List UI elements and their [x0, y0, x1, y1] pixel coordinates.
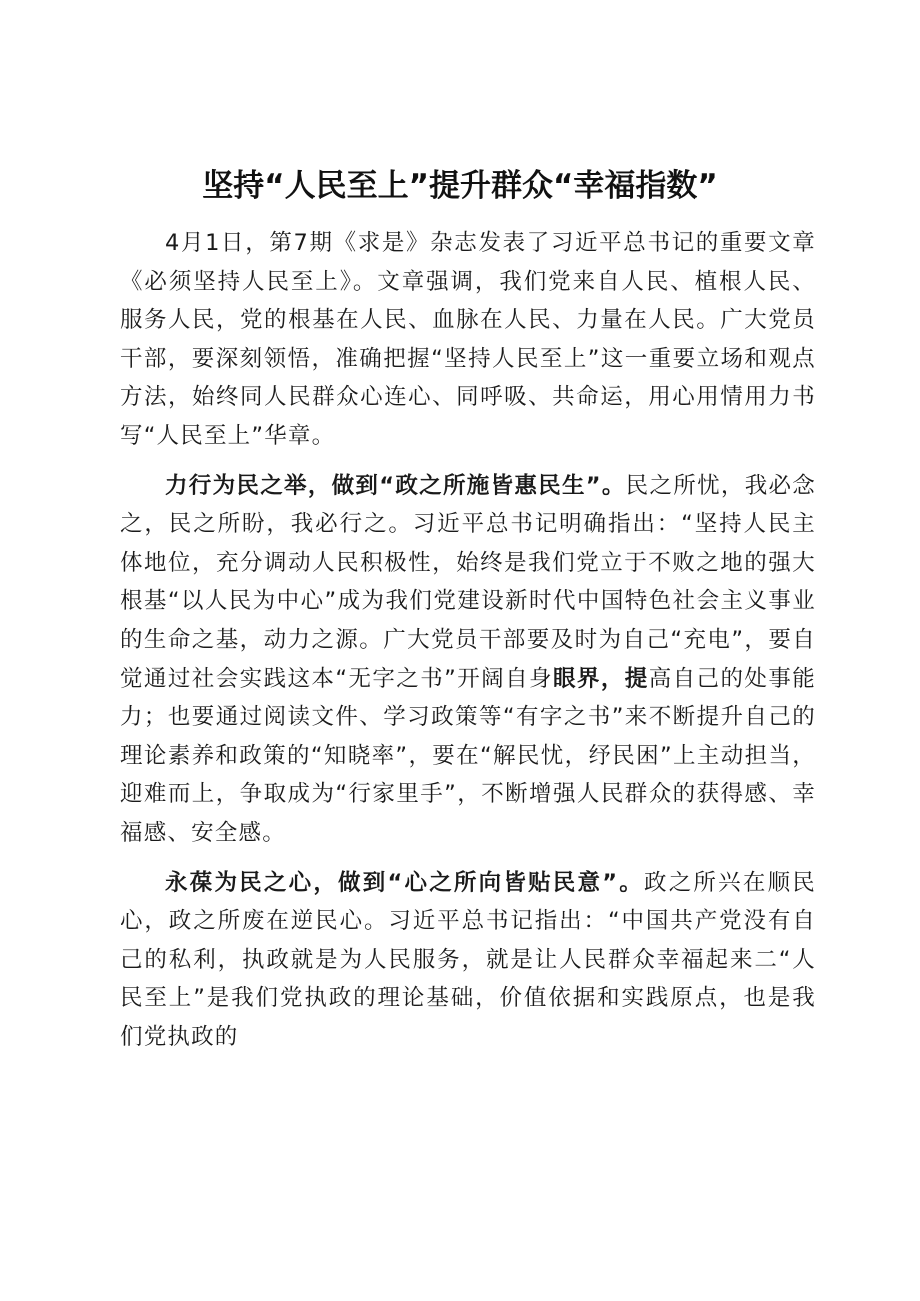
paragraph-text: 高自己的处事能力；也要通过阅读文件、学习政策等“有字之书”来不断提升自己的理论素养和政策的“知晓率”，要在“解民忧，纾民困”上主动担当，迎难而上，争取成为“行家里手”，不断增强人民群众的获得感、幸福感、安全感。 — [120, 665, 816, 846]
paragraph-emphasis: 眼界，提 — [552, 665, 649, 692]
paragraph-heart — [120, 864, 816, 1057]
paragraph-lead: 永葆为民之心，做到“心之所向皆贴民意”。 — [165, 869, 644, 896]
paragraph-text: 4月1日，第7期《求是》杂志发表了习近平总书记的重要文章《必须坚持人民至上》。文章强调，我们党来自人民、植根人民、服务人民，党的根基在人民、血脉在人民、力量在人民。广大党员干部，要深刻领悟，准确把握“坚持人民至上”这一重要立场和观点方法，始终同人民群众心连心、同呼吸、共命运，用心用情用力书写“人民至上”华章。 — [120, 230, 816, 449]
paragraph-intro — [120, 224, 816, 456]
paragraph-text: 民之所忧，我必念之，民之所盼，我必行之。习近平总书记明确指出：“坚持人民主体地位，充分调动人民积极性，始终是我们党立于不败之地的强大根基“以人民为中心”成为我们党建设新时代中国特色社会主义事业的生命之基，动力之源。广大党员干部要及时为自己“充电”，要自觉通过社会实践这本“无字之书”开阔自身 — [120, 472, 817, 692]
paragraph-text: 政之所兴在顺民心，政之所废在逆民心。习近平总书记指出：“中国共产党没有自己的私利，执政就是为人民服务，就是让人民群众幸福起来二“人民至上”是我们党执政的理论基础，价值依据和实践原点，也是我们党执政的 — [120, 869, 817, 1050]
paragraph-lead: 力行为民之举，做到“政之所施皆惠民生”。 — [165, 472, 626, 499]
paragraph-action — [120, 467, 816, 853]
article-body — [120, 224, 816, 1067]
article-title: 坚持“人民至上”提升群众“幸福指数” — [202, 168, 718, 204]
